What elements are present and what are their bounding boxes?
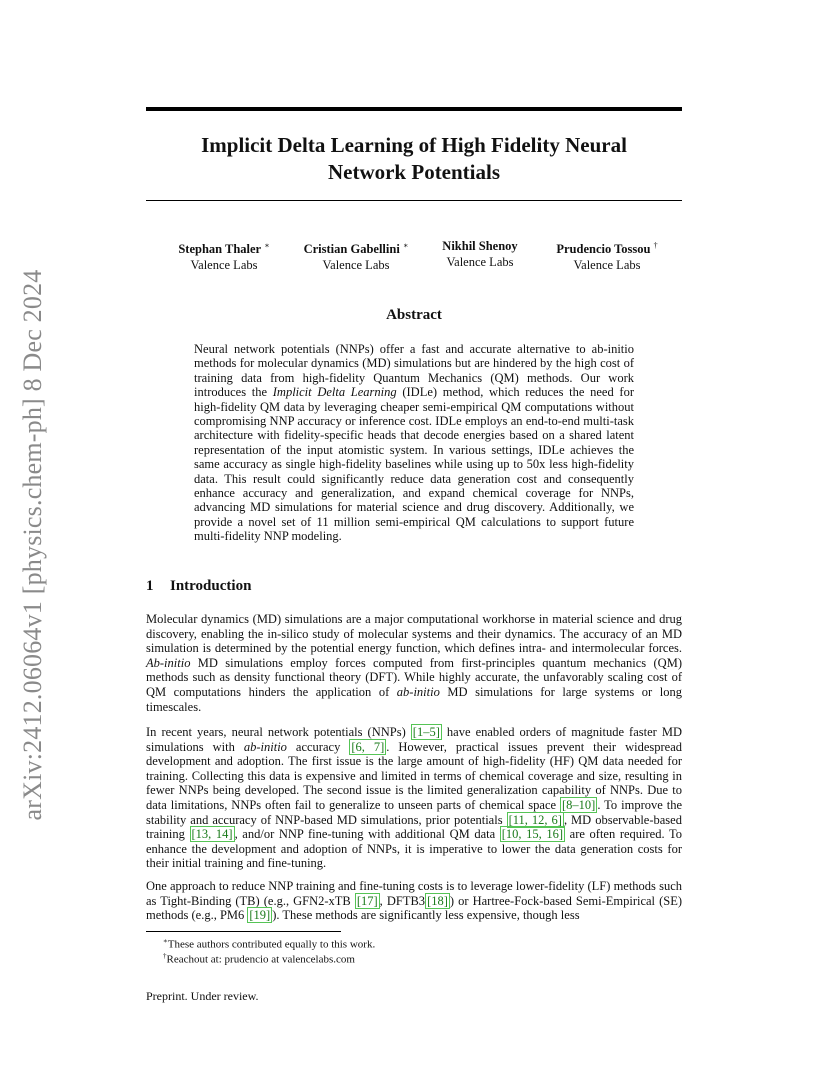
abstract-heading: Abstract [386, 307, 442, 323]
author-name: Stephan Thaler [178, 242, 262, 257]
text-emphasis: ab-initio [243, 739, 287, 754]
title-line-2: Network Potentials [327, 160, 501, 184]
author-mark: ∗ [402, 241, 409, 250]
citation-link[interactable]: [11, 12, 6] [508, 812, 562, 827]
intro-paragraph-3 [146, 879, 682, 923]
text-run: , and/or NNP fine-tuning with additional QM data [234, 827, 500, 842]
footnote-mark: ∗ [163, 937, 168, 945]
preprint-note: Preprint. Under review. [146, 989, 259, 1003]
footnote-mark: † [163, 952, 167, 960]
paper-title [146, 132, 682, 186]
section-number: 1 [146, 578, 154, 594]
text-run: One approach to reduce NNP training and fine-tuning costs is to leverage lower-fidelity (LF) methods such as Tight-Binding (TB) (e.g., GFN2-xTB [146, 879, 682, 908]
footnote-rule [146, 931, 341, 932]
citation-link[interactable]: [6, 7] [351, 739, 385, 754]
arxiv-identifier: arXiv:2412.06064v1 [physics.chem-ph] 8 Dec 2024 [18, 269, 47, 821]
abstract-part: Neural network potentials (NNPs) offer a fast and accurate alternative to ab-initio methods for molecular dynamics (MD) simulations but are hindered by the high cost of training data from high-fidelity Quantum Mechanics (QM) methods. Our work introduces the [194, 342, 634, 400]
author-2 [299, 238, 413, 273]
abstract-text [194, 342, 634, 544]
author-affiliation: Valence Labs [573, 258, 641, 273]
text-run: have enabled orders of magnitude faster MD simulations with [146, 725, 683, 754]
text-run: , DFTB3 [379, 893, 426, 908]
author-affiliation: Valence Labs [190, 258, 258, 273]
author-3 [436, 238, 524, 270]
footnote-text: Reachout at: prudencio at valencelabs.com [166, 953, 355, 966]
title-bottom-rule [146, 200, 682, 201]
abstract-part: (IDLe) method, which reduces the need for high-fidelity QM data by leveraging cheaper semi-empirical QM computations without compromising NNP accuracy or inference cost. IDLe employs an end-to-end multi-task architecture with fidelity-specific heads that decode energies based on a shared latent representation of the input atomistic system. In various settings, IDLe achieves the same accuracy as single high-fidelity baselines while using up to 50x less high-fidelity data. This result could significantly reduce data generation cost and consequently enhance accuracy and generalization, and expand chemical coverage for NNPs, advancing MD simulations for material science and drug discovery. Additionally, we provide a novel set of 11 million semi-empirical QM calculations to support future multi-fidelity NNP modeling. [194, 385, 635, 544]
author-1 [173, 238, 275, 273]
author-name: Cristian Gabellini [303, 242, 400, 257]
author-list [146, 238, 682, 272]
text-run: . To improve the stability and accuracy of NNP-based MD simulations, prior potentials [146, 797, 683, 827]
footnote-2 [163, 950, 355, 967]
intro-paragraph-1 [146, 612, 682, 714]
text-run: ). These methods are significantly less expensive, though less [272, 908, 580, 923]
text-run: accuracy [286, 739, 350, 754]
text-run: ) or Hartree-Fock-based Semi-Empirical (SE) methods (e.g., PM6 [146, 893, 683, 923]
citation-link[interactable]: [18] [427, 893, 448, 908]
section-title: Introduction [170, 578, 252, 594]
author-name: Nikhil Shenoy [442, 239, 518, 253]
text-run: , MD observable-based training [146, 812, 682, 842]
author-mark: † [653, 241, 658, 250]
abstract-emphasis: Implicit Delta Learning [272, 385, 397, 400]
text-run: Molecular dynamics (MD) simulations are a major computational workhorse in material science and drug discovery, enabling the in-silico study of molecular systems and their dynamics. The accuracy of an MD simulation is determined by the potential energy function, which defines intra- and intermolecular forces. [146, 612, 682, 656]
intro-paragraph-2 [146, 725, 682, 871]
citation-link[interactable]: [8–10] [562, 797, 596, 812]
text-run: . However, practical issues prevent their widespread development and adoption. The first issue is the large amount of high-fidelity (HF) QM data needed for training. Collecting this data is expensive and limited in terms of chemical coverage and size, resulting in fewer NNPs being developed. The second issue is the limited generalization capability of NNPs. Due to data limitations, NNPs often fail to generalize to unseen parts of chemical space [146, 739, 683, 812]
text-emphasis: Ab-initio [146, 655, 191, 670]
author-mark: ∗ [264, 241, 270, 250]
title-top-rule [146, 107, 682, 111]
text-emphasis: ab-initio [396, 684, 440, 699]
section-heading-introduction [146, 578, 251, 595]
title-line-1: Implicit Delta Learning of High Fidelity Neural [201, 133, 627, 157]
author-affiliation: Valence Labs [446, 255, 514, 269]
text-run: are often required. To enhance the development and adoption of NNPs, it is imperative to lower the data generation costs for their initial training and fine-tuning. [146, 827, 682, 871]
author-name: Prudencio Tossou [556, 242, 651, 257]
text-run: MD simulations employ forces computed from first-principles quantum mechanics (QM) methods such as density functional theory (DFT). While highly accurate, the unfavorably scaling cost of QM computations hinders the application of [146, 655, 682, 699]
citation-link[interactable]: [1–5] [412, 725, 440, 739]
citation-link[interactable]: [13, 14] [191, 827, 233, 842]
citation-link[interactable]: [17] [356, 893, 378, 908]
text-run: MD simulations for large systems or long timescales. [146, 684, 682, 714]
text-run: In recent years, neural network potentials (NNPs) [146, 725, 411, 739]
citation-link[interactable]: [19] [249, 908, 271, 923]
author-4 [552, 238, 662, 273]
citation-link[interactable]: [10, 15, 16] [501, 827, 564, 842]
author-affiliation: Valence Labs [322, 258, 390, 273]
footnote-text: These authors contributed equally to this work. [167, 938, 376, 951]
